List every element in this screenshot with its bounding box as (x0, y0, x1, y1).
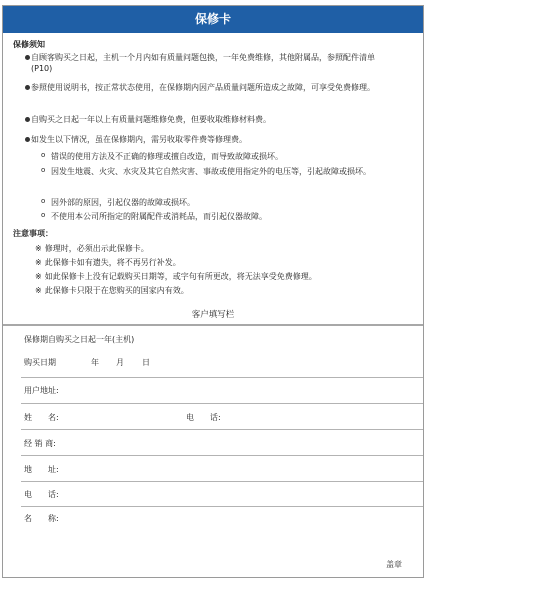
day-label: 日 (142, 358, 150, 367)
bullet-dot (25, 85, 30, 90)
warranty-subitem-text: 不使用本公司所指定的附属配件或消耗品，而引起仪器故障。 (51, 212, 267, 221)
bullet-dot (25, 137, 30, 142)
company-name-field[interactable]: 名 称: (24, 514, 59, 523)
dealer-field[interactable]: 经 销 商: (24, 439, 56, 448)
warranty-subitem-1 (41, 151, 381, 162)
stamp-label: 盖章 (386, 560, 402, 569)
form-line (21, 377, 423, 378)
form-line (21, 506, 423, 507)
phone-field[interactable]: 电 话: (186, 413, 221, 422)
warranty-period-text: 保修期自购买之日起一年(主机) (24, 335, 135, 344)
year-label: 年 (91, 358, 99, 367)
warranty-item-1 (31, 52, 387, 74)
section-divider (3, 324, 423, 326)
note-marker: ※ (35, 244, 42, 253)
sub-marker: o (41, 151, 46, 159)
note-item-3 (35, 271, 317, 282)
warranty-notice-title: 保修须知 (13, 40, 45, 49)
form-line (21, 481, 423, 482)
purchase-date-label: 购买日期 (24, 358, 56, 367)
customer-fill-title: 客户填写栏 (191, 310, 235, 320)
bullet-dot (25, 55, 30, 60)
sub-marker: o (41, 197, 46, 205)
form-line (21, 403, 423, 404)
note-text: 此保修卡如有遗失，将不再另行补发。 (44, 258, 181, 267)
month-label: 月 (116, 358, 124, 367)
bullet-dot (25, 117, 30, 122)
warranty-item-text: 参照使用说明书，按正常状态使用，在保修期内因产品质量问题所造成之故障，可享受免费修理。 (31, 83, 375, 92)
warranty-item-2 (31, 82, 387, 93)
warranty-item-text: 自顾客购买之日起，主机一个月内如有质量问题包换，一年免费维修，其他附属品，参照配件清单(P10) (31, 53, 375, 73)
name-field[interactable]: 姓 名: (24, 413, 59, 422)
note-item-4 (35, 285, 189, 296)
dealer-address-field[interactable]: 地 址: (24, 465, 59, 474)
warranty-subitem-2 (41, 166, 381, 177)
note-item-2 (35, 257, 181, 268)
card-header: 保修卡 (3, 6, 423, 33)
dealer-phone-field[interactable]: 电 话: (24, 490, 59, 499)
warranty-subitem-text: 错误的使用方法及不正确的修理或擅自改造，而导致故障或损坏。 (51, 152, 283, 161)
notes-title: 注意事项： (13, 229, 53, 238)
note-marker: ※ (35, 258, 42, 267)
warranty-item-3 (31, 114, 387, 125)
sub-marker: o (41, 211, 46, 219)
note-marker: ※ (35, 286, 42, 295)
form-line (21, 455, 423, 456)
warranty-item-text: 如发生以下情况，虽在保修期内，需另收取零件费等修理费。 (31, 135, 247, 144)
warranty-item-4 (31, 134, 387, 145)
warranty-subitem-4 (41, 211, 381, 222)
note-text: 修理时，必须出示此保修卡。 (44, 244, 149, 253)
note-item-1 (35, 243, 149, 254)
sub-marker: o (41, 166, 46, 174)
form-line (21, 429, 423, 430)
user-address-field[interactable]: 用户地址: (24, 386, 59, 395)
warranty-subitem-text: 因发生地震、火灾、水灾及其它自然灾害、事故或使用指定外的电压等，引起故障或损坏。 (51, 167, 371, 176)
note-text: 此保修卡只限于在您购买的国家内有效。 (44, 286, 189, 295)
warranty-subitem-text: 因外部的原因，引起仪器的故障或损坏。 (51, 198, 195, 207)
note-marker: ※ (35, 272, 42, 281)
warranty-item-text: 自购买之日起一年以上有质量问题维修免费，但要收取维修材料费。 (31, 115, 271, 124)
warranty-card (2, 5, 424, 578)
warranty-subitem-3 (41, 197, 381, 208)
note-text: 如此保修卡上没有记载购买日期等，或字句有所更改，将无法享受免费修理。 (44, 272, 317, 281)
